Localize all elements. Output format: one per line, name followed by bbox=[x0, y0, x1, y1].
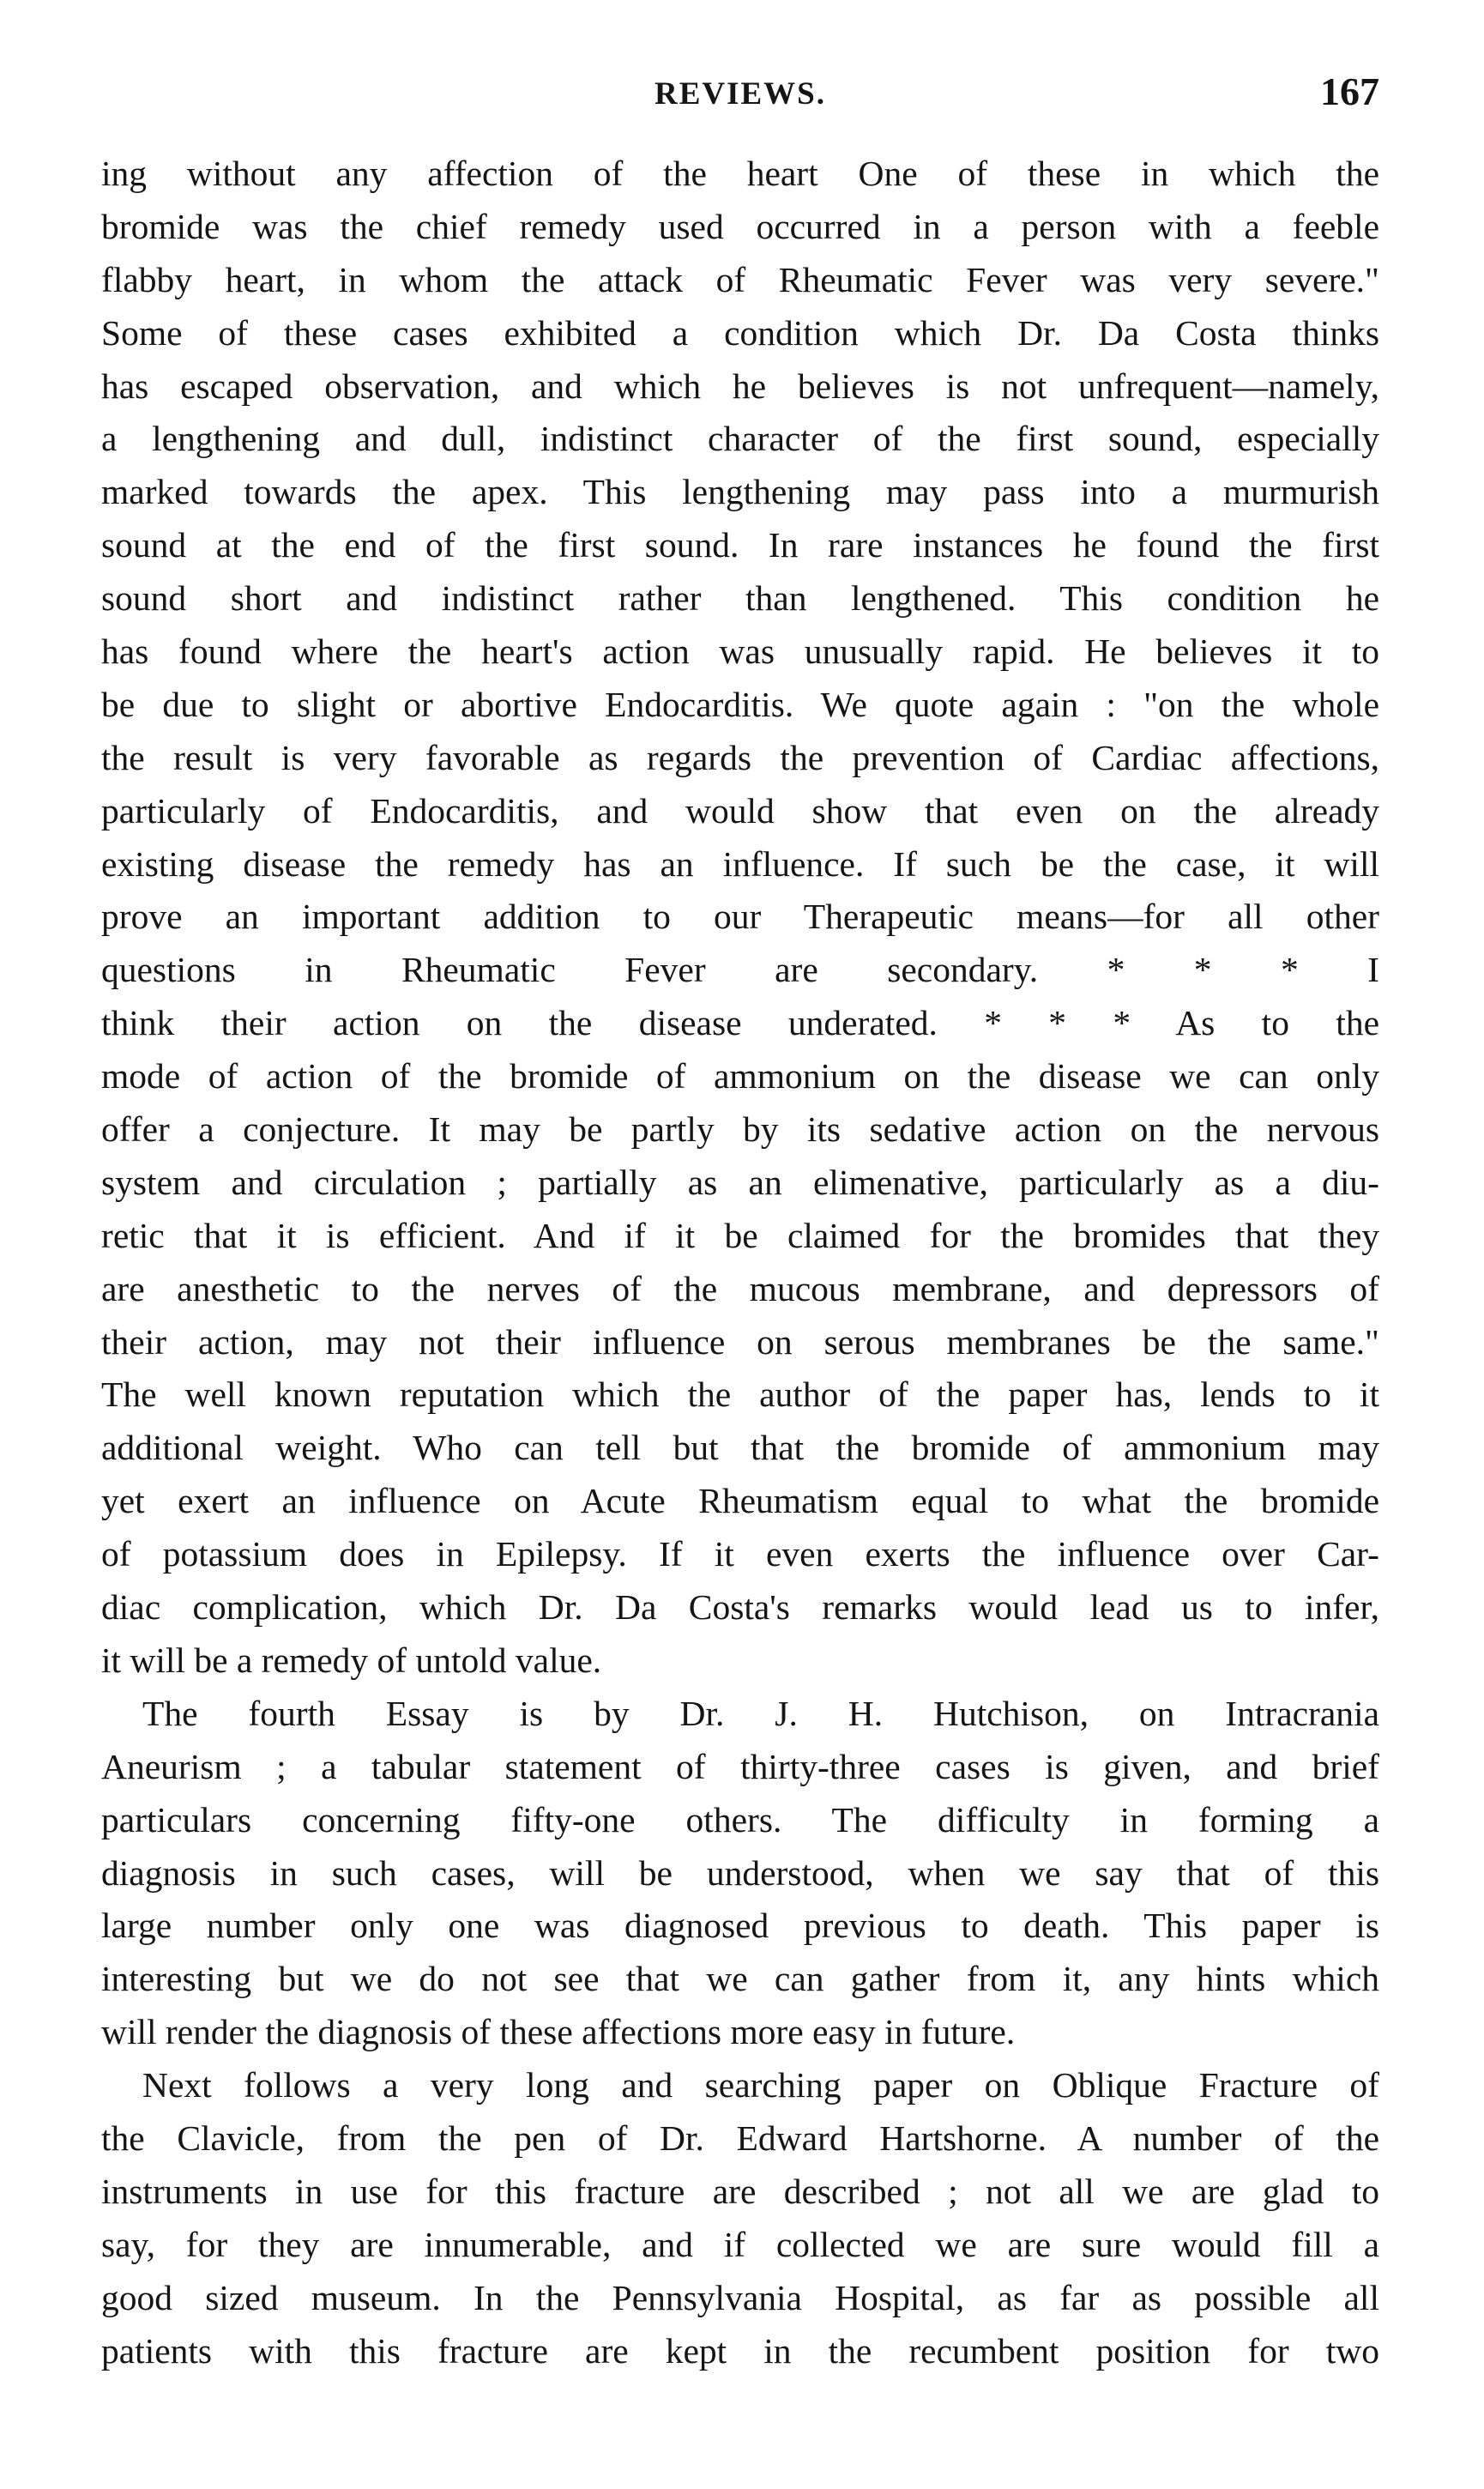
text-line: think their action on the disease underated. * * * As to the bbox=[101, 1003, 1379, 1043]
running-title: REVIEWS. bbox=[654, 76, 827, 112]
text-line: retic that it is efficient. And if it be claimed for the bromides that they bbox=[101, 1215, 1379, 1255]
page-header bbox=[101, 69, 1379, 129]
text-line: additional weight. Who can tell but that the bromide of ammonium may bbox=[101, 1428, 1379, 1468]
text-line: yet exert an influence on Acute Rheumatism equal to what the bromide bbox=[101, 1481, 1379, 1521]
text-line: sound short and indistinct rather than lengthened. This condition he bbox=[101, 578, 1379, 619]
text-line: good sized museum. In the Pennsylvania Hospital, as far as possible all bbox=[101, 2277, 1379, 2317]
text-line: particulars concerning fifty-one others. The difficulty in forming a bbox=[101, 1799, 1379, 1840]
page-number: 167 bbox=[1320, 69, 1379, 113]
text-line: questions in Rheumatic Fever are secondary. * * * I bbox=[101, 950, 1379, 990]
text-line: ing without any affection of the heart One of these in which the bbox=[101, 154, 1379, 193]
text-line: large number only one was diagnosed previous to death. This paper is bbox=[101, 1906, 1379, 1946]
text-line: say, for they are innumerable, and if collected we are sure would fill a bbox=[101, 2224, 1379, 2264]
text-line: will render the diagnosis of these affections more easy in future. bbox=[101, 2012, 1016, 2052]
text-line: offer a conjecture. It may be partly by its sedative action on the nervous bbox=[101, 1109, 1379, 1150]
text-line: the Clavicle, from the pen of Dr. Edward Hartshorne. A number of the bbox=[101, 2117, 1379, 2158]
text-line: Next follows a very long and searching paper on Oblique Fracture of bbox=[142, 2065, 1379, 2105]
body-text bbox=[101, 148, 1379, 2377]
text-line: flabby heart, in whom the attack of Rheumatic Fever was very severe." bbox=[101, 259, 1379, 299]
text-line: diac complication, which Dr. Da Costa's remarks would lead us to infer, bbox=[101, 1587, 1379, 1628]
text-line: The fourth Essay is by Dr. J. H. Hutchison, on Intracrania bbox=[142, 1693, 1379, 1733]
text-line: existing disease the remedy has an influence. If such be the case, it will bbox=[101, 843, 1379, 884]
text-line: their action, may not their influence on serous membranes be the same." bbox=[101, 1321, 1379, 1362]
text-line: The well known reputation which the author of the paper has, lends to it bbox=[101, 1374, 1379, 1415]
text-line: prove an important addition to our Therapeutic means—for all other bbox=[101, 897, 1379, 937]
text-line: diagnosis in such cases, will be understood, when we say that of this bbox=[101, 1852, 1379, 1893]
text-line: are anesthetic to the nerves of the mucous membrane, and depressors of bbox=[101, 1268, 1379, 1308]
text-line: mode of action of the bromide of ammonium on the disease we can only bbox=[101, 1056, 1379, 1096]
text-line: particularly of Endocarditis, and would show that even on the already bbox=[101, 790, 1379, 831]
text-line: the result is very favorable as regards the prevention of Cardiac affections, bbox=[101, 737, 1379, 777]
text-line: it will be a remedy of untold value. bbox=[101, 1640, 602, 1680]
text-line: instruments in use for this fracture are described ; not all we are glad to bbox=[101, 2171, 1379, 2211]
text-line: of potassium does in Epilepsy. If it even exerts the influence over Car- bbox=[101, 1534, 1379, 1574]
text-line: Aneurism ; a tabular statement of thirty-three cases is given, and brief bbox=[101, 1746, 1379, 1786]
text-line: be due to slight or abortive Endocarditis. We quote again : "on the whole bbox=[101, 684, 1379, 724]
text-line: system and circulation ; partially as an elimenative, particularly as a diu- bbox=[101, 1162, 1379, 1202]
text-line: bromide was the chief remedy used occurred in a person with a feeble bbox=[101, 206, 1379, 246]
text-line: has found where the heart's action was unusually rapid. He believes it to bbox=[101, 631, 1379, 672]
text-line: has escaped observation, and which he believes is not unfrequent—namely, bbox=[101, 365, 1379, 406]
text-line: Some of these cases exhibited a condition which Dr. Da Costa thinks bbox=[101, 312, 1379, 353]
text-line: sound at the end of the first sound. In rare instances he found the first bbox=[101, 525, 1379, 565]
text-line: marked towards the apex. This lengthening may pass into a murmurish bbox=[101, 472, 1379, 512]
text-line: a lengthening and dull, indistinct character of the first sound, especially bbox=[101, 419, 1379, 459]
text-line: interesting but we do not see that we can gather from it, any hints which bbox=[101, 1959, 1379, 1999]
text-line: patients with this fracture are kept in the recumbent position for two bbox=[101, 2330, 1379, 2371]
